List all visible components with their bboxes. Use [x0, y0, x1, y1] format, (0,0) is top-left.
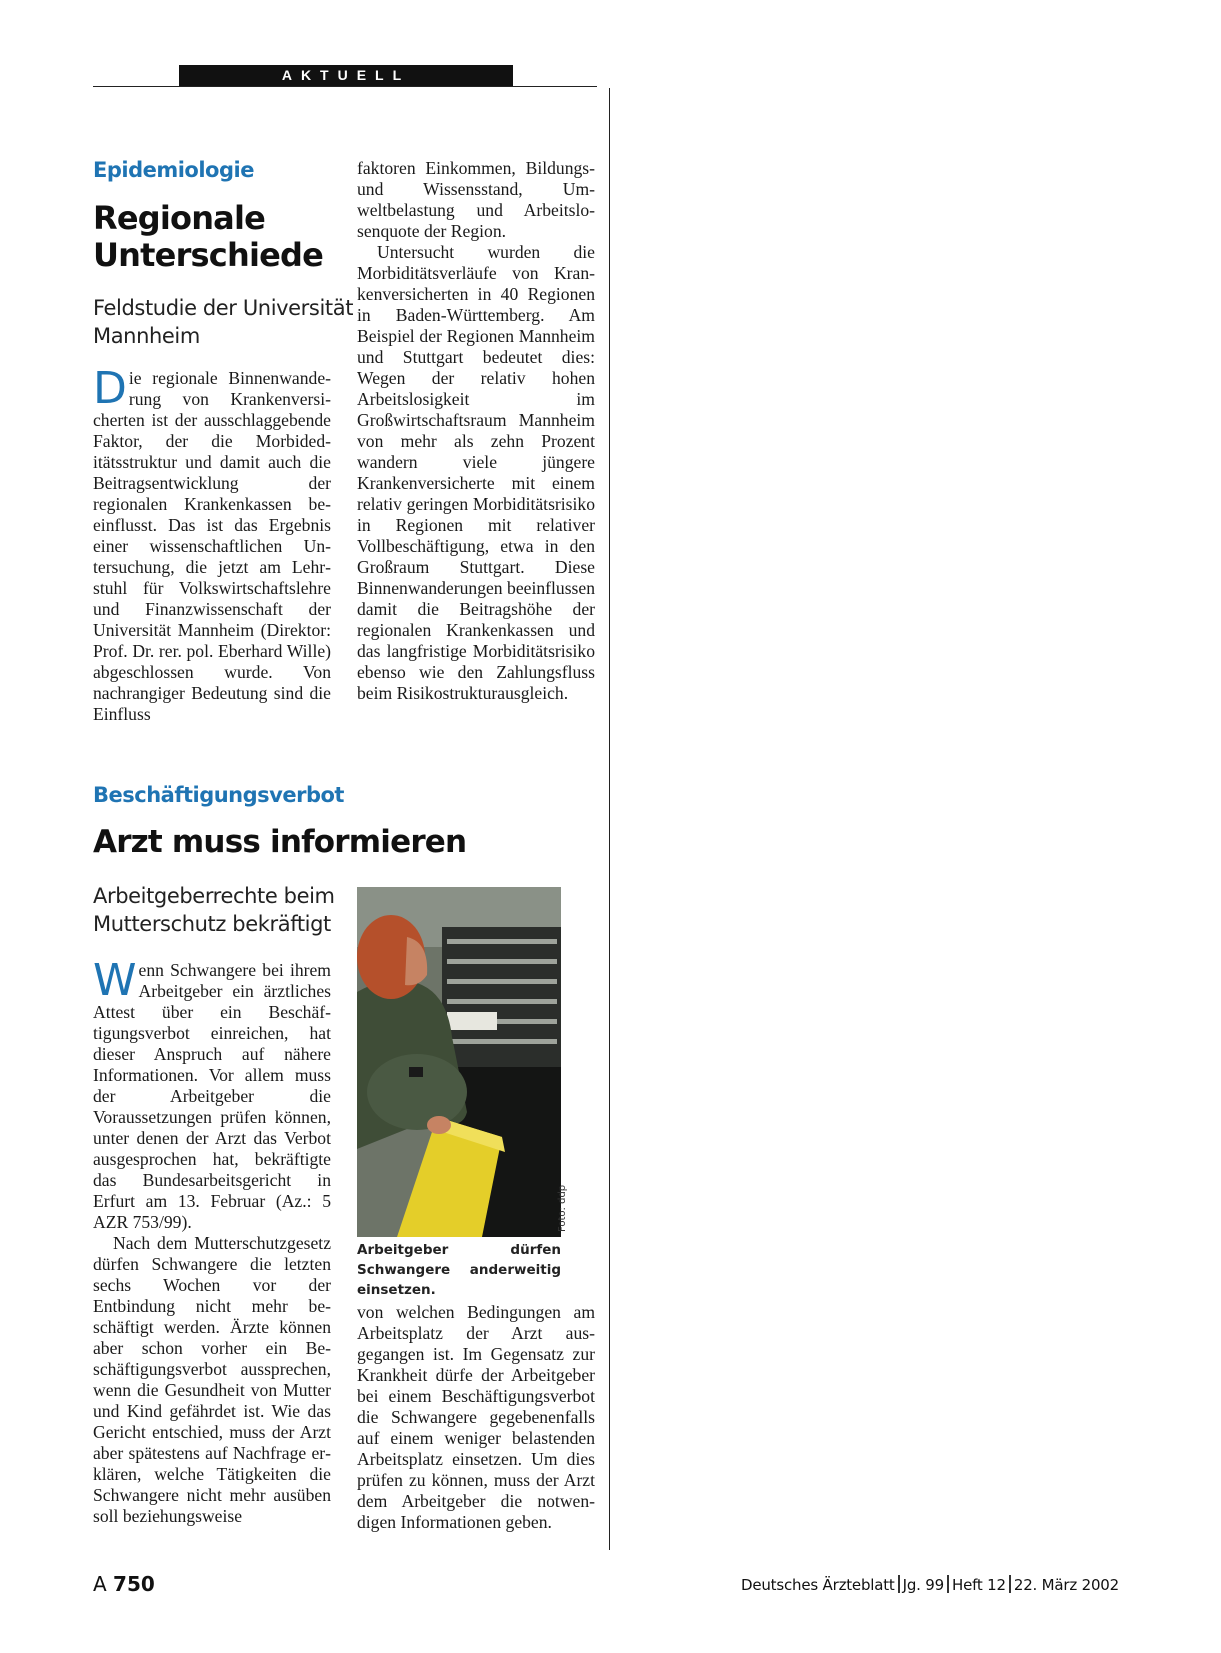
footer-separator — [1009, 1575, 1011, 1593]
article2-column-2 — [357, 1302, 595, 1533]
article2-kicker: Beschäftigungsverbot — [93, 783, 344, 807]
footer-separator — [947, 1575, 949, 1593]
journal-issue: Heft 12 — [951, 1576, 1006, 1594]
article1-col1-paragraph1: ie regionale Binnenwanderung von Krankenversicherten ist der ausschlaggebende Faktor, der die Morbideditätsstruktur und damit auch die Beitragsentwicklung der regionalen Krankenkassen beeinflusst. Das ist das Ergebnis einer wissenschaftlichen Untersuchung, die jetzt am Lehrstuhl für Volkswirtschaftslehre und Finanzwissenschaft der Universität Mannheim (Direktor: Prof. Dr. rer. pol. Eberhard Wille) abgeschlossen wurde. Von nachrangiger Bedeutung sind die Einfluss — [93, 368, 331, 724]
article1-column-1 — [93, 363, 331, 725]
photo-credit: Foto: ddp — [557, 1184, 568, 1232]
footer-separator — [898, 1575, 900, 1593]
journal-name: Deutsches Ärzteblatt — [741, 1576, 895, 1594]
page-number-value: 750 — [113, 1572, 155, 1596]
top-rule — [93, 86, 597, 87]
article1-subline-line1: Feldstudie der Universität — [93, 296, 354, 320]
article1-column-2 — [357, 158, 595, 704]
article1-col2-paragraph2: Untersucht wurden die Morbiditätsverläufe von Krankenversicherten in 40 Regionen in Baden-Württemberg. Am Beispiel der Regionen Mannheim und Stuttgart bedeutet dies: Wegen der relativ hohen Arbeitslosigkeit im Großwirtschaftsraum Mannheim von mehr als zehn Prozent wandern viele jüngere Krankenversicherte mit einem relativ geringen Morbiditätsrisiko in Regionen mit relativer Vollbeschäftigung, etwa in den Großraum Stuttgart. Diese Binnenwanderungen beeinflussen damit die Beitragshöhe der regionalen Krankenkassen und das langfristige Morbiditätsrisiko ebenso wie den Zahlungsfluss beim Risikostrukturausgleich. — [357, 242, 595, 703]
section-label: AKTUELL — [179, 65, 513, 86]
article2-headline: Arzt muss informieren — [93, 824, 467, 860]
article1-col2-paragraph1: faktoren Einkommen, Bildungs- und Wissensstand, Umweltbelastung und Arbeitslosenquote der Region. — [357, 158, 595, 241]
page-prefix: A — [93, 1572, 107, 1596]
article2-dropcap: W — [93, 955, 137, 1006]
journal-footer — [741, 1575, 1119, 1594]
page-number — [93, 1572, 155, 1596]
article1-headline — [93, 200, 323, 274]
article1-headline-line2: Unterschiede — [93, 236, 324, 274]
article2-col1-paragraph2: Nach dem Mutterschutzgesetz dürfen Schwangere die letzten sechs Wochen vor der Entbindung nicht mehr beschäftigt werden. Ärzte können aber schon vorher ein Beschäftigungsverbot aussprechen, wenn die Gesundheit von Mutter und Kind gefährdet ist. Wie das Gericht entschied, muss der Arzt aber spätestens auf Nachfrage erklären, welche Tätigkeiten die Schwangere nicht mehr ausüben soll beziehungsweise — [93, 1233, 331, 1526]
article2-subline-line1: Arbeitgeberrechte beim — [93, 884, 335, 908]
article1-subline — [93, 294, 353, 350]
pregnant-worker-photo — [357, 887, 561, 1237]
journal-date: 22. März 2002 — [1013, 1576, 1119, 1594]
article2-subline — [93, 882, 335, 938]
article1-subline-line2: Mannheim — [93, 324, 200, 348]
article2-col1-paragraph1: enn Schwangere bei ihrem Arbeitgeber ein ärztliches Attest über ein Beschäftigungsverbot einreichen, hat dieser Anspruch auf nähere Informationen. Vor allem muss der Arbeitgeber die Voraussetzungen prüfen können, unter denen der Arzt das Verbot ausgesprochen hat, bekräftigte das Bundesarbeitsgericht in Erfurt am 13. Februar (Az.: 5 AZR 753/99). — [93, 960, 331, 1232]
article2-column-1 — [93, 955, 331, 1527]
article2-subline-line2: Mutterschutz bekräftigt — [93, 912, 331, 936]
article1-dropcap: D — [93, 363, 127, 414]
photo-caption: Arbeitgeber dürfen Schwangere anderweitig einsetzen. — [357, 1242, 561, 1298]
article1-kicker: Epidemiologie — [93, 158, 254, 182]
column-rule — [609, 88, 610, 1550]
article2-col2-paragraph1: von welchen Bedingungen am Arbeitsplatz der Arzt ausgegangen ist. Im Gegensatz zur Krankheit dürfe der Arbeitgeber bei einem Beschäftigungsverbot die Schwangere gegebenenfalls auf einem weniger belastenden Arbeitsplatz einsetzen. Um dies prüfen zu können, muss der Arzt dem Arbeitgeber die notwendigen Informationen geben. — [357, 1302, 595, 1532]
article1-headline-line1: Regionale — [93, 199, 266, 237]
journal-volume: Jg. 99 — [902, 1576, 944, 1594]
